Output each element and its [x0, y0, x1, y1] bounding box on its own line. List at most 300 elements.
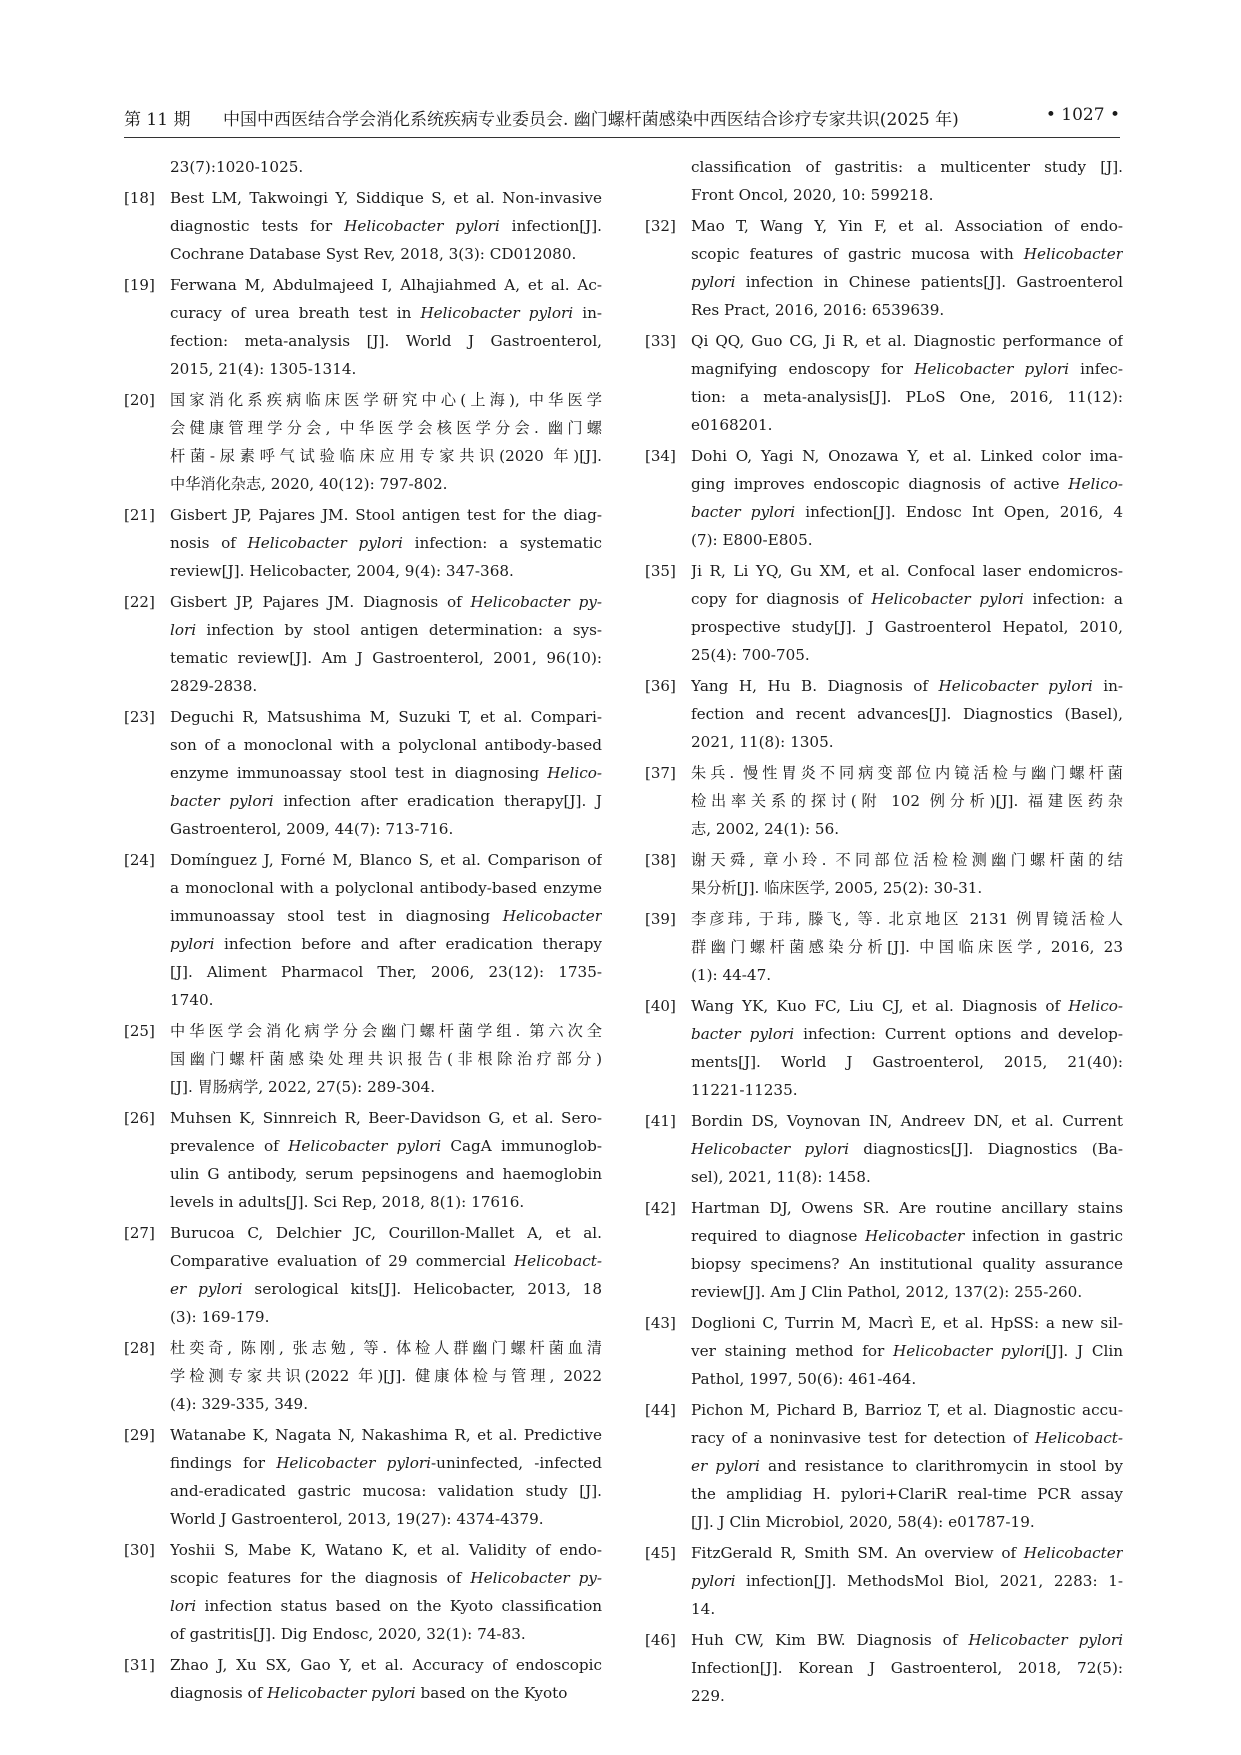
reference-text: and-eradicated gastric mucosa: validation study [J].: [170, 1482, 602, 1500]
species-name-italic: pylori: [170, 935, 215, 953]
reference-text: [J]. 胃肠病学, 2022, 27(5): 289-304.: [170, 1078, 436, 1096]
reference-line: [170, 731, 602, 759]
reference-text: findings for: [170, 1454, 277, 1472]
reference-line: [170, 703, 602, 731]
reference-entry: [124, 1651, 602, 1707]
reference-column-left: [124, 153, 602, 1710]
species-name-italic: lori: [170, 621, 197, 639]
reference-number: [32]: [645, 217, 676, 235]
reference-text: 1740.: [170, 991, 214, 1009]
species-name-italic: bacter pylori: [170, 792, 274, 810]
reference-text: Gastroenterol, 2009, 44(7): 713-716.: [170, 820, 454, 838]
reference-number: [33]: [645, 332, 676, 350]
species-name-italic: Helicobact-: [513, 1252, 602, 1270]
reference-text: prevalence of: [170, 1137, 289, 1155]
reference-line: [691, 1424, 1123, 1452]
reference-text: [J]. Aliment Pharmacol Ther, 2006, 23(12): 1735-: [170, 963, 602, 981]
reference-line: [170, 1362, 602, 1390]
reference-line: [691, 498, 1123, 526]
reference-text: infection after eradication therapy[J]. J: [273, 792, 602, 810]
reference-line: [170, 644, 602, 672]
reference-line: [170, 1620, 602, 1648]
reference-line: [170, 1017, 602, 1045]
reference-line: [691, 383, 1123, 411]
reference-text: diagnostic tests for: [170, 217, 345, 235]
reference-text: fection and recent advances[J]. Diagnostics (Basel),: [691, 705, 1123, 723]
reference-text: Res Pract, 2016, 2016: 6539639.: [691, 301, 945, 319]
species-name-italic: er pylori: [170, 1280, 243, 1298]
reference-text: Zhao J, Xu SX, Gao Y, et al. Accuracy of endoscopic: [170, 1656, 602, 1674]
reference-line: [170, 212, 602, 240]
reference-text: infection in Chinese patients[J]. Gastroenterol: [735, 273, 1123, 291]
reference-entry: [645, 153, 1123, 209]
issue-number: 第 11 期: [124, 110, 191, 130]
reference-line: [170, 874, 602, 902]
reference-line: [170, 1651, 602, 1679]
reference-line: [170, 1564, 602, 1592]
reference-text: (3): 169-179.: [170, 1308, 270, 1326]
reference-text: 国家消化系疾病临床医学研究中心(上海), 中华医学: [170, 391, 602, 409]
reference-entry: [645, 212, 1123, 324]
species-name-italic: Helicobact-: [1034, 1429, 1123, 1447]
reference-text: Ji R, Li YQ, Gu XM, et al. Confocal laser endomicros-: [691, 562, 1123, 580]
reference-text: Doglioni C, Turrin M, Macrì E, et al. HpSS: a new sil-: [691, 1314, 1123, 1332]
reference-line: [170, 1390, 602, 1418]
reference-text: 杆菌-尿素呼气试验临床应用专家共识(2020 年)[J].: [170, 447, 602, 465]
reference-line: [170, 442, 602, 470]
reference-number: [22]: [124, 593, 155, 611]
reference-line: [691, 961, 1123, 989]
reference-text: curacy of urea breath test in: [170, 304, 421, 322]
species-name-italic: Helicobacter pylori: [938, 677, 1093, 695]
reference-text: 国幽门螺杆菌感染处理共识报告(非根除治疗部分): [170, 1050, 602, 1068]
reference-entry: [124, 846, 602, 1014]
reference-line: [691, 411, 1123, 439]
reference-line: [691, 992, 1123, 1020]
reference-text: e0168201.: [691, 416, 773, 434]
reference-text: Mao T, Wang Y, Yin F, et al. Association of endo-: [691, 217, 1123, 235]
reference-text: nosis of: [170, 534, 248, 552]
reference-text: copy for diagnosis of: [691, 590, 872, 608]
reference-text: (7): E800-E805.: [691, 531, 813, 549]
reference-line: [691, 1567, 1123, 1595]
reference-line: [170, 184, 602, 212]
reference-text: 谢天舜, 章小玲. 不同部位活检检测幽门螺杆菌的结: [691, 851, 1123, 869]
reference-text: Muhsen K, Sinnreich R, Beer-Davidson G, et al. Sero-: [170, 1109, 602, 1127]
reference-line: [691, 1626, 1123, 1654]
species-name-italic: Helico-: [1068, 997, 1123, 1015]
reference-text: racy of a noninvasive test for detection of: [691, 1429, 1035, 1447]
reference-text: levels in adults[J]. Sci Rep, 2018, 8(1): 17616.: [170, 1193, 525, 1211]
reference-text: Huh CW, Kim BW. Diagnosis of: [691, 1631, 969, 1649]
reference-text: Qi QQ, Guo CG, Ji R, et al. Diagnostic performance of: [691, 332, 1123, 350]
reference-line: [691, 1107, 1123, 1135]
reference-text: Best LM, Takwoingi Y, Siddique S, et al. Non-invasive: [170, 189, 602, 207]
reference-line: [691, 1595, 1123, 1623]
reference-line: [691, 1480, 1123, 1508]
reference-text: Front Oncol, 2020, 10: 599218.: [691, 186, 934, 204]
reference-number: [28]: [124, 1339, 155, 1357]
reference-text: Yoshii S, Mabe K, Watano K, et al. Validity of endo-: [170, 1541, 602, 1559]
reference-text: Deguchi R, Matsushima M, Suzuki T, et al. Compari-: [170, 708, 602, 726]
reference-line: [170, 153, 602, 181]
running-header: [124, 103, 1120, 138]
species-name-italic: Helicobacter pylori: [893, 1342, 1046, 1360]
reference-line: [691, 526, 1123, 554]
reference-line: [170, 1188, 602, 1216]
reference-text: 2015, 21(4): 1305-1314.: [170, 360, 357, 378]
reference-text: in-: [573, 304, 602, 322]
species-name-italic: Helicobacter py-: [470, 1569, 602, 1587]
reference-text: [J]. J Clin: [1045, 1342, 1123, 1360]
reference-text: ver staining method for: [691, 1342, 894, 1360]
reference-line: [691, 442, 1123, 470]
species-name-italic: Helicobacter pylori: [276, 1454, 432, 1472]
reference-text: Domínguez J, Forné M, Blanco S, et al. Comparison of: [170, 851, 602, 869]
reference-entry: [124, 501, 602, 585]
reference-line: [170, 1045, 602, 1073]
reference-line: [170, 501, 602, 529]
reference-text: 229.: [691, 1687, 725, 1705]
reference-line: [691, 557, 1123, 585]
reference-line: [170, 1073, 602, 1101]
reference-text: -uninfected, -infected: [431, 1454, 602, 1472]
reference-line: [170, 1421, 602, 1449]
species-name-italic: Helicobacter pylori: [871, 590, 1024, 608]
species-name-italic: Helicobacter pylori: [288, 1137, 442, 1155]
reference-line: [170, 355, 602, 383]
reference-line: [691, 585, 1123, 613]
reference-line: [170, 930, 602, 958]
reference-text: infec-: [1068, 360, 1123, 378]
reference-line: [170, 327, 602, 355]
reference-text: son of a monoclonal with a polyclonal antibody-based: [170, 736, 602, 754]
reference-line: [170, 815, 602, 843]
reference-entry: [124, 386, 602, 498]
reference-text: the amplidiag H. pylori+ClariR real-time PCR assay: [691, 1485, 1123, 1503]
reference-text: FitzGerald R, Smith SM. An overview of: [691, 1544, 1024, 1562]
reference-line: [691, 846, 1123, 874]
reference-number: [25]: [124, 1022, 155, 1040]
reference-text: Infection[J]. Korean J Gastroenterol, 2018, 72(5):: [691, 1659, 1123, 1677]
reference-line: [691, 787, 1123, 815]
reference-text: scopic features for the diagnosis of: [170, 1569, 471, 1587]
reference-entry: [645, 442, 1123, 554]
species-name-italic: Helico-: [1068, 475, 1123, 493]
reference-text: based on the Kyoto: [415, 1684, 568, 1702]
reference-text: Wang YK, Kuo FC, Liu CJ, et al. Diagnosis of: [691, 997, 1069, 1015]
reference-entry: [124, 703, 602, 843]
reference-text: World J Gastroenterol, 2013, 19(27): 4374-4379.: [170, 1510, 544, 1528]
reference-text: 果分析[J]. 临床医学, 2005, 25(2): 30-31.: [691, 879, 983, 897]
reference-text: in-: [1092, 677, 1123, 695]
reference-line: [170, 1679, 602, 1707]
reference-text: Ferwana M, Abdulmajeed I, Alhajiahmed A, et al. Ac-: [170, 276, 602, 294]
reference-line: [170, 902, 602, 930]
reference-number: [18]: [124, 189, 155, 207]
reference-number: [26]: [124, 1109, 155, 1127]
reference-entry: [645, 846, 1123, 902]
reference-text: Cochrane Database Syst Rev, 2018, 3(3): CD012080.: [170, 245, 577, 263]
reference-text: infection before and after eradication therapy: [214, 935, 602, 953]
reference-line: [691, 874, 1123, 902]
reference-text: Yang H, Hu B. Diagnosis of: [691, 677, 939, 695]
reference-line: [691, 759, 1123, 787]
reference-line: [170, 1536, 602, 1564]
reference-text: diagnosis of: [170, 1684, 268, 1702]
reference-line: [691, 212, 1123, 240]
reference-text: diagnostics[J]. Diagnostics (Ba-: [848, 1140, 1123, 1158]
reference-text: required to diagnose: [691, 1227, 866, 1245]
reference-number: [38]: [645, 851, 676, 869]
reference-line: [691, 815, 1123, 843]
reference-text: Dohi O, Yagi N, Onozawa Y, et al. Linked color ima-: [691, 447, 1123, 465]
reference-text: scopic features of gastric mucosa with: [691, 245, 1024, 263]
species-name-italic: Helicobacter pylori: [247, 534, 403, 552]
species-name-italic: Helicobacter pylori: [968, 1631, 1123, 1649]
reference-number: [29]: [124, 1426, 155, 1444]
reference-text: 群幽门螺杆菌感染分析[J]. 中国临床医学, 2016, 23: [691, 938, 1123, 956]
reference-line: [691, 1135, 1123, 1163]
reference-entry: [124, 1421, 602, 1533]
reference-number: [24]: [124, 851, 155, 869]
reference-number: [45]: [645, 1544, 676, 1562]
reference-line: [170, 759, 602, 787]
reference-text: enzyme immunoassay stool test in diagnosing: [170, 764, 548, 782]
reference-line: [691, 181, 1123, 209]
reference-line: [691, 933, 1123, 961]
reference-line: [170, 1247, 602, 1275]
reference-line: [170, 616, 602, 644]
reference-entry: [124, 184, 602, 268]
reference-number: [39]: [645, 910, 676, 928]
reference-text: magnifying endoscopy for: [691, 360, 915, 378]
reference-text: infection status based on the Kyoto classification: [196, 1597, 602, 1615]
species-name-italic: Helicobacter pylori: [420, 304, 574, 322]
reference-column-right: [645, 153, 1123, 1713]
reference-text: and resistance to clarithromycin in stool by: [759, 1457, 1123, 1475]
reference-entry: [645, 557, 1123, 669]
reference-line: [170, 557, 602, 585]
species-name-italic: bacter pylori: [691, 503, 796, 521]
species-name-italic: Helicobacter py-: [470, 593, 602, 611]
reference-line: [691, 327, 1123, 355]
reference-entry: [645, 672, 1123, 756]
reference-number: [42]: [645, 1199, 676, 1217]
reference-text: 11221-11235.: [691, 1081, 798, 1099]
reference-text: Pathol, 1997, 50(6): 461-464.: [691, 1370, 917, 1388]
reference-text: prospective study[J]. J Gastroenterol Hepatol, 2010,: [691, 618, 1123, 636]
species-name-italic: pylori: [691, 1572, 736, 1590]
species-name-italic: pylori: [691, 273, 736, 291]
reference-line: [170, 1334, 602, 1362]
reference-text: 25(4): 700-705.: [691, 646, 810, 664]
reference-line: [170, 1477, 602, 1505]
species-name-italic: Helicobacter pylori: [914, 360, 1069, 378]
reference-text: sel), 2021, 11(8): 1458.: [691, 1168, 871, 1186]
reference-text: ging improves endoscopic diagnosis of active: [691, 475, 1069, 493]
reference-line: [170, 240, 602, 268]
reference-text: [J]. J Clin Microbiol, 2020, 58(4): e01787-19.: [691, 1513, 1035, 1531]
reference-text: CagA immunoglob-: [441, 1137, 602, 1155]
reference-number: [31]: [124, 1656, 155, 1674]
reference-line: [691, 153, 1123, 181]
reference-text: infection by stool antigen determination: a sys-: [196, 621, 602, 639]
reference-line: [691, 1682, 1123, 1710]
reference-text: 朱兵. 慢性胃炎不同病变部位内镜活检与幽门螺杆菌: [691, 764, 1123, 782]
reference-text: 会健康管理学分会, 中华医学会核医学分会. 幽门螺: [170, 419, 602, 437]
reference-entry: [645, 1539, 1123, 1623]
reference-number: [44]: [645, 1401, 676, 1419]
reference-number: [41]: [645, 1112, 676, 1130]
reference-entry: [645, 1107, 1123, 1191]
reference-number: [35]: [645, 562, 676, 580]
reference-entry: [124, 1536, 602, 1648]
reference-line: [170, 787, 602, 815]
reference-line: [170, 588, 602, 616]
reference-line: [691, 1222, 1123, 1250]
reference-number: [30]: [124, 1541, 155, 1559]
reference-line: [170, 386, 602, 414]
reference-entry: [645, 759, 1123, 843]
reference-text: 志, 2002, 24(1): 56.: [691, 820, 840, 838]
species-name-italic: Helicobacter pylori: [267, 1684, 416, 1702]
reference-text: 14.: [691, 1600, 716, 1618]
reference-text: tion: a meta-analysis[J]. PLoS One, 2016, 11(12):: [691, 388, 1123, 406]
reference-text: Watanabe K, Nagata N, Nakashima R, et al. Predictive: [170, 1426, 602, 1444]
reference-text: infection: a: [1023, 590, 1123, 608]
reference-number: [20]: [124, 391, 155, 409]
reference-text: classification of gastritis: a multicenter study [J].: [691, 158, 1123, 176]
reference-number: [43]: [645, 1314, 676, 1332]
reference-text: immunoassay stool test in diagnosing: [170, 907, 503, 925]
reference-text: 2829-2838.: [170, 677, 258, 695]
reference-line: [691, 728, 1123, 756]
reference-line: [691, 1654, 1123, 1682]
reference-text: Burucoa C, Delchier JC, Courillon-Mallet A, et al.: [170, 1224, 602, 1242]
reference-line: [691, 1508, 1123, 1536]
reference-text: ments[J]. World J Gastroenterol, 2015, 21(40):: [691, 1053, 1123, 1071]
reference-number: [40]: [645, 997, 676, 1015]
reference-line: [691, 296, 1123, 324]
page-number: • 1027 •: [1045, 105, 1120, 125]
species-name-italic: Helicobacter: [865, 1227, 965, 1245]
reference-line: [691, 700, 1123, 728]
reference-entry: [645, 1396, 1123, 1536]
reference-text: infection in gastric: [964, 1227, 1123, 1245]
species-name-italic: Helicobacter: [1023, 1544, 1123, 1562]
reference-line: [691, 1194, 1123, 1222]
reference-text: Hartman DJ, Owens SR. Are routine ancillary stains: [691, 1199, 1123, 1217]
reference-text: 中华消化杂志, 2020, 40(12): 797-802.: [170, 475, 448, 493]
reference-text: Comparative evaluation of 29 commercial: [170, 1252, 514, 1270]
reference-line: [170, 271, 602, 299]
reference-entry: [124, 1104, 602, 1216]
reference-line: [691, 1076, 1123, 1104]
reference-line: [691, 470, 1123, 498]
reference-entry: [124, 588, 602, 700]
reference-number: [27]: [124, 1224, 155, 1242]
reference-text: serological kits[J]. Helicobacter, 2013, 18: [242, 1280, 602, 1298]
reference-line: [170, 414, 602, 442]
reference-line: [691, 1539, 1123, 1567]
reference-number: [37]: [645, 764, 676, 782]
species-name-italic: Helicobacter pylori: [691, 1140, 849, 1158]
reference-text: ulin G antibody, serum pepsinogens and haemoglobin: [170, 1165, 602, 1183]
reference-line: [691, 672, 1123, 700]
reference-text: 检出率关系的探讨(附 102 例分析)[J]. 福建医药杂: [691, 792, 1123, 810]
reference-line: [170, 1505, 602, 1533]
species-name-italic: lori: [170, 1597, 197, 1615]
reference-text: 杜奕奇, 陈刚, 张志勉, 等. 体检人群幽门螺杆菌血清: [170, 1339, 602, 1357]
reference-text: fection: meta-analysis [J]. World J Gastroenterol,: [170, 332, 602, 350]
reference-line: [691, 1250, 1123, 1278]
reference-number: [21]: [124, 506, 155, 524]
reference-text: Bordin DS, Voynovan IN, Andreev DN, et al. Current: [691, 1112, 1123, 1130]
species-name-italic: Helicobacter: [1023, 245, 1123, 263]
running-title: 中国中西医结合学会消化系统疾病专业委员会. 幽门螺杆菌感染中西医结合诊疗专家共识(2025 年): [223, 110, 959, 130]
reference-line: [170, 672, 602, 700]
reference-entry: [124, 153, 602, 181]
reference-line: [691, 1278, 1123, 1306]
reference-text: review[J]. Helicobacter, 2004, 9(4): 347-368.: [170, 562, 514, 580]
reference-number: [19]: [124, 276, 155, 294]
reference-line: [691, 1048, 1123, 1076]
species-name-italic: bacter pylori: [691, 1025, 795, 1043]
reference-entry: [645, 905, 1123, 989]
reference-line: [170, 470, 602, 498]
reference-line: [691, 355, 1123, 383]
reference-text: a monoclonal with a polyclonal antibody-based enzyme: [170, 879, 602, 897]
reference-line: [170, 958, 602, 986]
reference-text: infection[J]. MethodsMol Biol, 2021, 2283: 1-: [735, 1572, 1123, 1590]
reference-text: (1): 44-47.: [691, 966, 772, 984]
reference-line: [691, 240, 1123, 268]
reference-line: [170, 1104, 602, 1132]
reference-entry: [645, 1194, 1123, 1306]
reference-text: Gisbert JP, Pajares JM. Diagnosis of: [170, 593, 471, 611]
reference-line: [691, 1163, 1123, 1191]
reference-text: 2021, 11(8): 1305.: [691, 733, 834, 751]
reference-line: [170, 1275, 602, 1303]
reference-line: [691, 613, 1123, 641]
reference-number: [34]: [645, 447, 676, 465]
reference-line: [170, 1449, 602, 1477]
reference-text: 中华医学会消化病学分会幽门螺杆菌学组. 第六次全: [170, 1022, 602, 1040]
reference-text: 23(7):1020-1025.: [170, 158, 304, 176]
reference-text: biopsy specimens? An institutional quality assurance: [691, 1255, 1123, 1273]
reference-entry: [124, 1017, 602, 1101]
reference-line: [170, 529, 602, 557]
reference-text: tematic review[J]. Am J Gastroenterol, 2001, 96(10):: [170, 649, 602, 667]
reference-line: [691, 1020, 1123, 1048]
reference-number: [23]: [124, 708, 155, 726]
reference-text: infection[J]. Endosc Int Open, 2016, 4: [795, 503, 1123, 521]
reference-text: infection: Current options and develop-: [794, 1025, 1123, 1043]
reference-entry: [124, 1219, 602, 1331]
reference-text: (4): 329-335, 349.: [170, 1395, 309, 1413]
reference-line: [691, 1365, 1123, 1393]
reference-number: [36]: [645, 677, 676, 695]
reference-line: [170, 846, 602, 874]
reference-line: [170, 986, 602, 1014]
reference-line: [170, 1132, 602, 1160]
reference-text: 学检测专家共识(2022 年)[J]. 健康体检与管理, 2022: [170, 1367, 602, 1385]
reference-entry: [124, 271, 602, 383]
reference-entry: [645, 327, 1123, 439]
reference-number: [46]: [645, 1631, 676, 1649]
reference-line: [170, 1160, 602, 1188]
